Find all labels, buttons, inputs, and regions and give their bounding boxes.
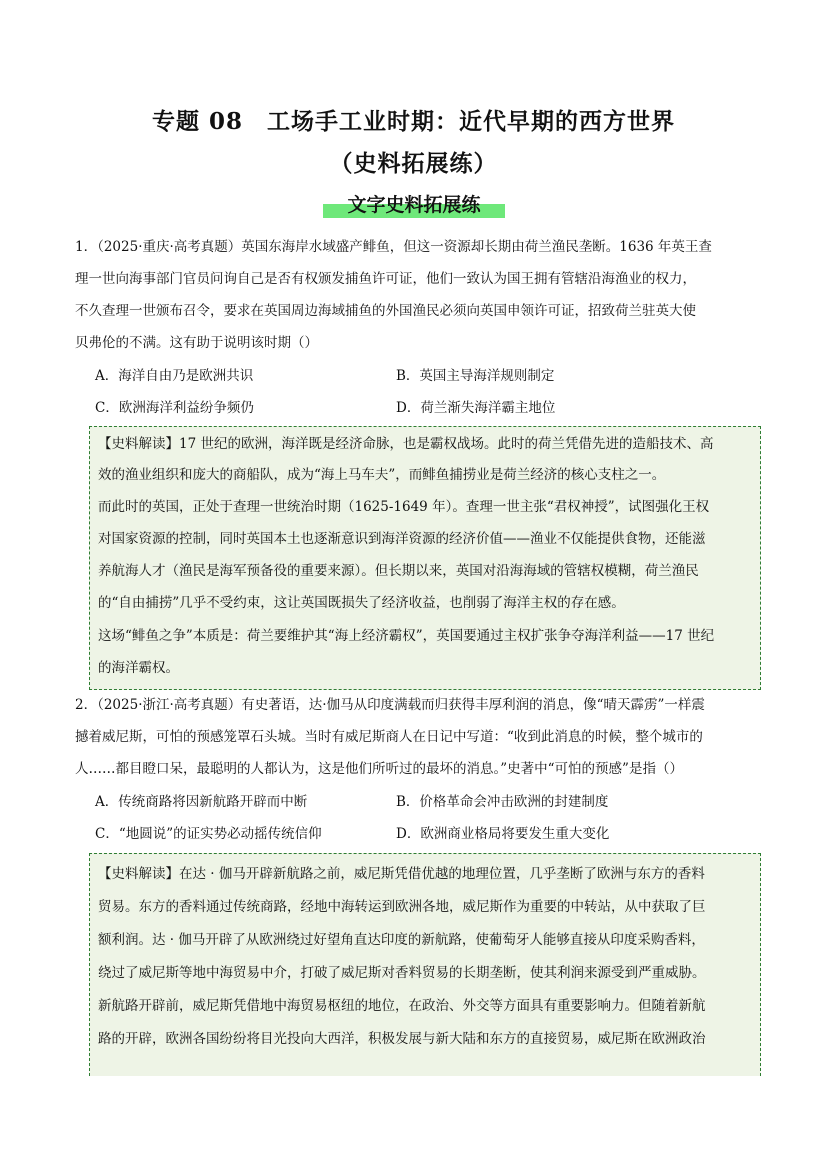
q1-analysis-line-1: 【史料解读】17 世纪的欧洲，海洋既是经济命脉，也是霸权战场。此时的荷兰凭借先进的造船技术、高 bbox=[98, 436, 714, 452]
q1-option-b[interactable]: B．英国主导海洋规则制定 bbox=[396, 368, 555, 384]
q1-option-c[interactable]: C．欧洲海洋利益纷争频仍 bbox=[95, 400, 254, 416]
q2-analysis-line-5: 新航路开辟前，威尼斯凭借地中海贸易枢纽的地位，在政治、外交等方面具有重要影响力。但随着新航 bbox=[98, 998, 706, 1014]
q1-analysis-line-4: 对国家资源的控制，同时英国本土也逐渐意识到海洋资源的经济价值——渔业不仅能提供食物，还能滋 bbox=[98, 531, 706, 547]
q2-line-3: 人……都目瞪口呆，最聪明的人都认为，这是他们所听过的最坏的消息。”史著中“可怕的预感”是指（） bbox=[75, 761, 683, 777]
section-label-text: 文字史料拓展练 bbox=[347, 194, 481, 216]
q1-option-a[interactable]: A．海洋自由乃是欧洲共识 bbox=[95, 368, 254, 384]
q1-line-3: 不久查理一世颁布召令，要求在英国周边海域捕鱼的外国渔民必须向英国申领许可证，招致荷兰驻英大使 bbox=[75, 303, 696, 319]
q2-line-2: 撼着威尼斯，可怕的预感笼罩石头城。当时有威尼斯商人在日记中写道：“收到此消息的时候，整个城市的 bbox=[75, 729, 703, 745]
q2-option-c[interactable]: C．“地圆说”的证实势必动摇传统信仰 bbox=[95, 826, 322, 842]
q1-option-d[interactable]: D．荷兰渐失海洋霸主地位 bbox=[396, 400, 556, 416]
q2-analysis-line-4: 绕过了威尼斯等地中海贸易中介，打破了威尼斯对香料贸易的长期垄断，使其利润来源受到严重威胁。 bbox=[98, 965, 706, 981]
q1-line-1: 1．（2025·重庆·高考真题）英国东海岸水域盛产鲱鱼，但这一资源却长期由荷兰渔民垄断。1636 年英王查 bbox=[75, 239, 712, 255]
q2-option-a[interactable]: A．传统商路将因新航路开辟而中断 bbox=[95, 794, 308, 810]
q1-analysis-line-3: 而此时的英国，正处于查理一世统治时期（1625-1649 年）。查理一世主张“君权神授”，试图强化王权 bbox=[98, 499, 710, 515]
q2-analysis-line-3: 额利润。达 · 伽马开辟了从欧洲绕过好望角直达印度的新航路，使葡萄牙人能够直接从印度采购香料， bbox=[98, 932, 705, 948]
q1-analysis-line-7: 这场“鲱鱼之争”本质是：荷兰要维护其“海上经济霸权”，英国要通过主权扩张争夺海洋利益——17 世纪 bbox=[98, 628, 715, 644]
q1-analysis-line-6: 的“自由捕捞”几乎不受约束，这让英国既损失了经济收益，也削弱了海洋主权的存在感。 bbox=[98, 595, 625, 611]
q2-option-d[interactable]: D．欧洲商业格局将要发生重大变化 bbox=[396, 826, 610, 842]
q2-analysis-line-2: 贸易。东方的香料通过传统商路，经地中海转运到欧洲各地，威尼斯作为重要的中转站，从中获取了巨 bbox=[98, 899, 706, 915]
q1-line-4: 贝弗伦的不满。这有助于说明该时期（） bbox=[75, 335, 318, 351]
section-label bbox=[323, 190, 505, 222]
q2-analysis-line-1: 【史料解读】在达 · 伽马开辟新航路之前，威尼斯凭借优越的地理位置，几乎垄断了欧洲与东方的香料 bbox=[98, 866, 705, 882]
q2-analysis-line-6: 路的开辟，欧洲各国纷纷将目光投向大西洋，积极发展与新大陆和东方的直接贸易，威尼斯在欧洲政治 bbox=[98, 1031, 706, 1047]
page-title: 专题 08 工场手工业时期：近代早期的西方世界 bbox=[151, 108, 675, 135]
q1-analysis-line-8: 的海洋霸权。 bbox=[98, 660, 179, 676]
q1-line-2: 理一世向海事部门官员问询自己是否有权颁发捕鱼许可证，他们一致认为国王拥有管辖沿海渔业的权力， bbox=[75, 271, 696, 287]
q2-line-1: 2．（2025·浙江·高考真题）有史著语，达·伽马从印度满载而归获得丰厚利润的消息，像“晴天霹雳”一样震 bbox=[75, 697, 705, 713]
page-subtitle: （史料拓展练） bbox=[329, 150, 498, 177]
q1-analysis-line-5: 养航海人才（渔民是海军预备役的重要来源）。但长期以来，英国对沿海海域的管辖权模糊，荷兰渔民 bbox=[98, 563, 699, 579]
q1-analysis-line-2: 效的渔业组织和庞大的商船队，成为“海上马车夫”，而鲱鱼捕捞业是荷兰经济的核心支柱之一。 bbox=[98, 467, 666, 483]
q2-option-b[interactable]: B．价格革命会冲击欧洲的封建制度 bbox=[396, 794, 609, 810]
